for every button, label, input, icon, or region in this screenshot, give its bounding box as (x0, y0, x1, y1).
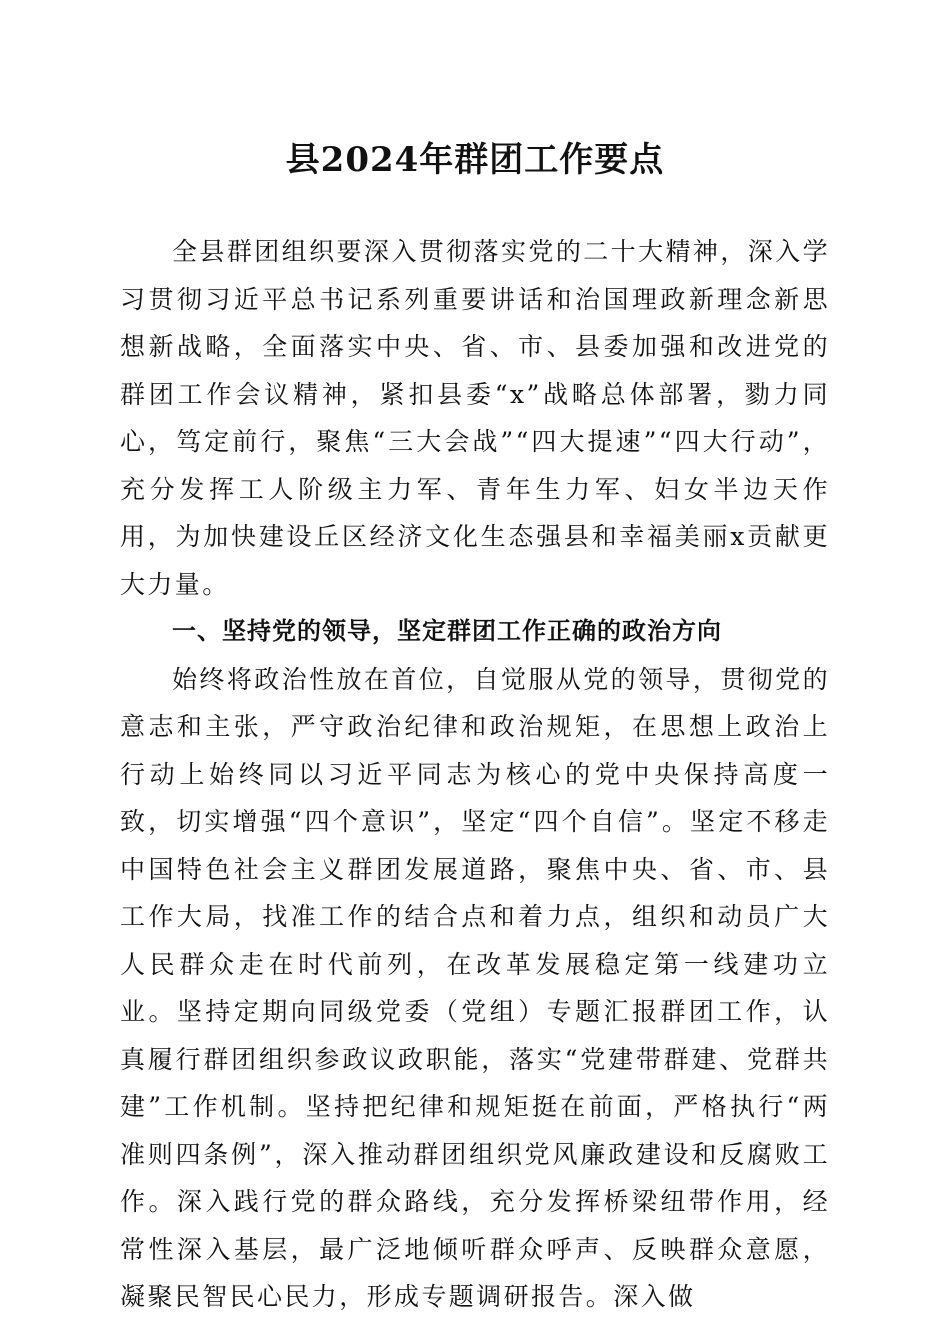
document-body (120, 228, 830, 1321)
section-paragraph: 始终将政治性放在首位，自觉服从党的领导，贯彻党的意志和主张，严守政治纪律和政治规矩，在思想上政治上行动上始终同以习近平同志为核心的党中央保持高度一致，切实增强“四个意识”，坚定“四个自信”。坚定不移走中国特色社会主义群团发展道路，聚焦中央、省、市、县工作大局，找准工作的结合点和着力点，组织和动员广大人民群众走在时代前列，在改革发展稳定第一线建功立业。坚持定期向同级党委（党组）专题汇报群团工作，认真履行群团组织参政议政职能，落实“党建带群建、党群共建”工作机制。坚持把纪律和规矩挺在前面，严格执行“两准则四条例”，深入推动群团组织党风廉政建设和反腐败工作。深入践行党的群众路线，充分发挥桥梁纽带作用，经常性深入基层，最广泛地倾听群众呼声、反映群众意愿，凝聚民智民心民力，形成专题调研报告。深入做 (120, 664, 830, 1311)
intro-paragraph: 全县群团组织要深入贯彻落实党的二十大精神，深入学习贯彻习近平总书记系列重要讲话和治国理政新理念新思想新战略，全面落实中央、省、市、县委加强和改进党的群团工作会议精神，紧扣县委“x”战略总体部署，勠力同心，笃定前行，聚焦“三大会战”“四大提速”“四大行动”，充分发挥工人阶级主力军、青年生力军、妇女半边天作用，为加快建设丘区经济文化生态强县和幸福美丽x贡献更大力量。 (120, 237, 830, 599)
section-heading: 一、坚持党的领导，坚定群团工作正确的政治方向 (172, 617, 722, 645)
document-title: 县2024年群团工作要点 (285, 140, 665, 180)
